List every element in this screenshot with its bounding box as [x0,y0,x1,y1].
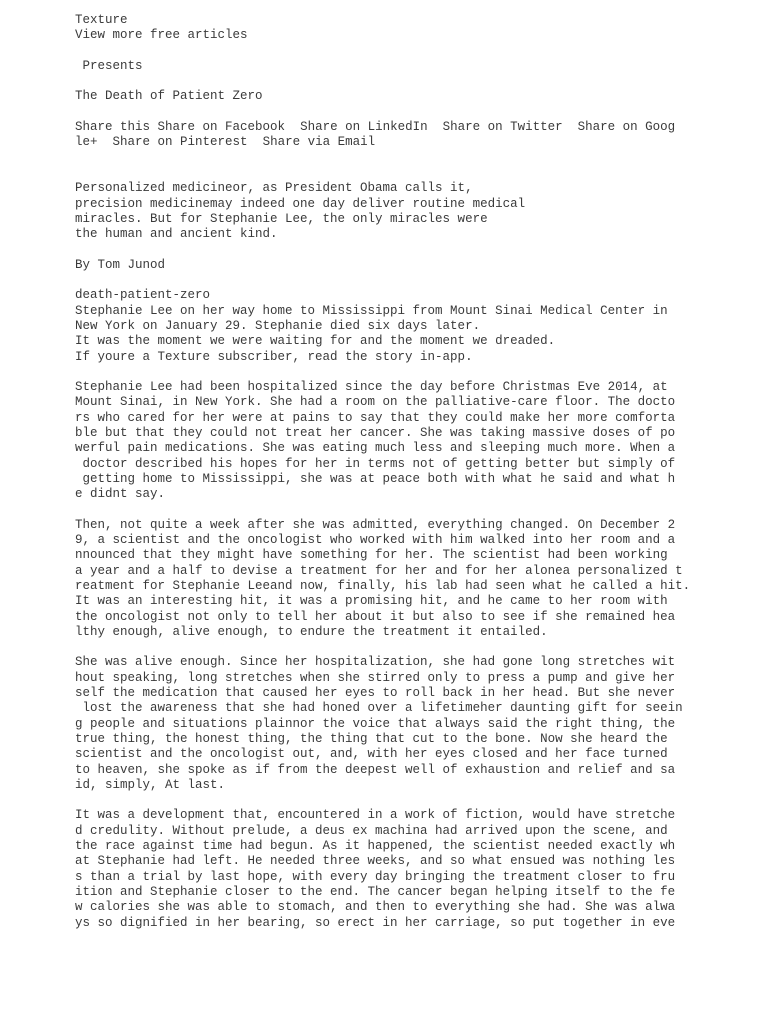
paragraph-line: w calories she was able to stomach, and then to everything she had. She was alwa [75,900,676,915]
share-this-link[interactable]: Share this [75,120,151,135]
paragraph-line: a year and a half to devise a treatment for her and for her alonea personalized t [75,563,683,578]
paragraph-line: ys so dignified in her bearing, so erect in her carriage, so put together in eve [75,915,676,930]
article-paragraph [75,808,715,930]
paragraph-line: It was a development that, encountered in a work of fiction, would have stretche [75,808,676,823]
share-row-1 [75,120,715,135]
paragraph-line: e didnt say. [75,487,166,502]
paragraph-line: hout speaking, long stretches when she stirred only to press a pump and give her [75,670,676,685]
paragraph-line: to heaven, she spoke as if from the deepest well of exhaustion and relief and sa [75,762,676,777]
paragraph-line: true thing, the honest thing, the thing that cut to the bone. Now she heard the [75,731,668,746]
paragraph-line: Mount Sinai, in New York. She had a room on the palliative-care floor. The docto [75,395,676,410]
paragraph-line: Stephanie Lee had been hospitalized since the day before Christmas Eve 2014, at [75,380,668,395]
dek-line: the human and ancient kind. [75,227,278,242]
paragraph-line: the race against time had begun. As it happened, the scientist needed exactly wh [75,839,676,854]
share-google-link-cont[interactable]: le+ [75,135,98,150]
share-facebook-link[interactable]: Share on Facebook [157,120,286,135]
presents-label: Presents [75,58,151,73]
paragraph-line: doctor described his hopes for her in terms not of getting better but simply of [75,456,676,471]
paragraph-line: d credulity. Without prelude, a deus ex machina had arrived upon the scene, and [75,823,668,838]
share-twitter-link[interactable]: Share on Twitter [442,120,563,135]
dek-line: precision medicinemay indeed one day deliver routine medical [75,196,526,211]
dek-line: Personalized medicineor, as President Obama calls it, [75,181,473,196]
paragraph-line: reatment for Stephanie Leeand now, finally, his lab had seen what he called a hit. [75,578,691,593]
paragraph-line: nnounced that they might have something for her. The scientist had been working [75,548,668,563]
paragraph-line: 9, a scientist and the oncologist who worked with him walked into her room and a [75,533,676,548]
byline: By Tom Junod [75,257,166,272]
paragraph-line: g people and situations plainnor the voice that always said the right thing, the [75,716,676,731]
paragraph-line: lthy enough, alive enough, to endure the treatment it entailed. [75,624,548,639]
share-row-2 [75,135,715,150]
share-pinterest-link[interactable]: Share on Pinterest [112,135,248,150]
article-paragraph [75,518,715,640]
paragraph-line: scientist and the oncologist out, and, with her eyes closed and her face turned [75,747,668,762]
dek-line: miracles. But for Stephanie Lee, the only miracles were [75,211,488,226]
article-page [75,13,715,931]
article-title: The Death of Patient Zero [75,89,263,104]
image-alt-text: death-patient-zero [75,288,211,303]
paragraph-line: getting home to Mississippi, she was at peace both with what he said and what h [75,471,676,486]
paragraph-line: ble but that they could not treat her cancer. She was taking massive doses of po [75,426,676,441]
site-name: Texture [75,13,128,27]
paragraph-line: at Stephanie had left. He needed three weeks, and so what ensued was nothing les [75,854,676,869]
caption-line: It was the moment we were waiting for and the moment we dreaded. [75,334,556,349]
paragraph-line: It was an interesting hit, it was a promising hit, and he came to her room with [75,594,668,609]
caption-line: Stephanie Lee on her way home to Mississippi from Mount Sinai Medical Center in [75,303,668,318]
share-email-link[interactable]: Share via Email [262,135,376,150]
paragraph-line: ition and Stephanie closer to the end. The cancer began helping itself to the fe [75,884,676,899]
article-dek [75,181,715,242]
paragraph-line: self the medication that caused her eyes to roll back in her head. But she never [75,686,676,701]
paragraph-line: the oncologist not only to tell her about it but also to see if she remained hea [75,609,676,624]
paragraph-line: lost the awareness that she had honed over a lifetimeher daunting gift for seein [75,701,683,716]
paragraph-line: s than a trial by last hope, with every day bringing the treatment closer to fru [75,869,676,884]
article-paragraph [75,655,715,793]
paragraph-line: She was alive enough. Since her hospitalization, she had gone long stretches wit [75,655,676,670]
paragraph-line: Then, not quite a week after she was admitted, everything changed. On December 2 [75,517,676,532]
caption-line: New York on January 29. Stephanie died six days later. [75,318,481,333]
paragraph-line: id, simply, At last. [75,777,226,792]
paragraph-line: rs who cared for her were at pains to say that they could make her more comforta [75,410,676,425]
caption-line: If youre a Texture subscriber, read the story in-app. [75,349,473,364]
article-paragraph [75,380,715,502]
paragraph-line: werful pain medications. She was eating much less and sleeping much more. When a [75,441,676,456]
more-articles-link[interactable]: View more free articles [75,28,248,43]
share-linkedin-link[interactable]: Share on LinkedIn [300,120,428,135]
image-caption [75,304,715,365]
share-google-link[interactable]: Share on Goog [577,120,676,135]
